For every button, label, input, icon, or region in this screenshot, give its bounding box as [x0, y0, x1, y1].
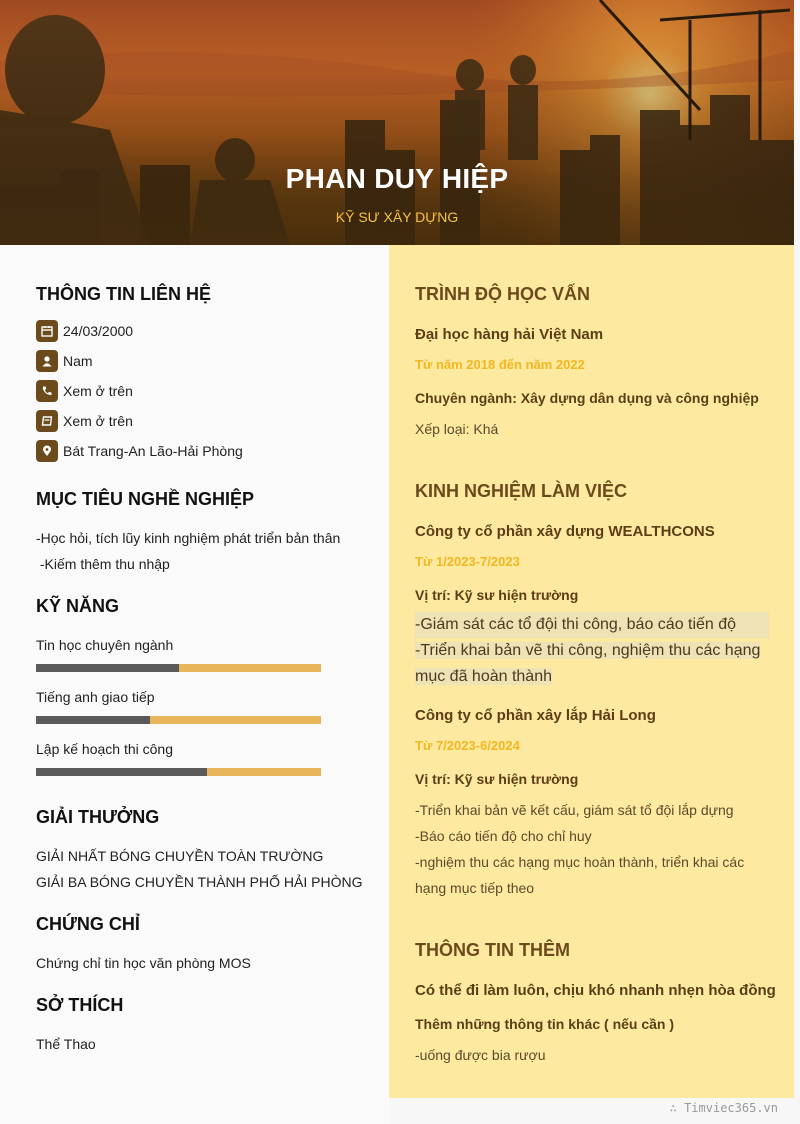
location-icon — [36, 440, 58, 462]
job-1-duty-2: -Triển khai bản vẽ thi công, nghiệm thu các hạng — [415, 642, 761, 659]
contact-birthday — [36, 320, 133, 342]
education-major: Chuyên ngành: Xây dựng dân dụng và công nghiệp — [415, 390, 759, 406]
job-2-duty-4: hạng mục tiếp theo — [415, 880, 535, 896]
hobbies-heading: SỞ THÍCH — [36, 995, 124, 1015]
left-column — [0, 245, 389, 1124]
skills-heading: KỸ NĂNG — [36, 596, 120, 616]
birthday-text: 24/03/2000 — [63, 323, 134, 339]
job-2-duty-1: -Triển khai bản vẽ kết cấu, giám sát tổ đội lắp dựng — [415, 802, 734, 818]
job-2-duty-2: -Báo cáo tiến độ cho chỉ huy — [415, 828, 592, 844]
job-1-period: Từ 1/2023-7/2023 — [415, 554, 520, 569]
job-2-duty-3: -nghiệm thu các hạng mục hoàn thành, triển khai các — [415, 854, 745, 870]
skill-bar-1 — [36, 664, 321, 672]
education-grade: Xếp loại: Khá — [415, 421, 499, 437]
job-1-company: Công ty cổ phần xây dựng WEALTHCONS — [415, 523, 715, 540]
header-banner — [0, 0, 794, 245]
contact-address — [36, 440, 243, 462]
job-2-period: Từ 7/2023-6/2024 — [415, 738, 520, 753]
job-title: KỸ SƯ XÂY DỰNG — [335, 209, 459, 225]
extra-line-3: -uống được bia rượu — [415, 1047, 546, 1063]
education-heading: TRÌNH ĐỘ HỌC VẤN — [415, 284, 590, 304]
extra-heading: THÔNG TIN THÊM — [415, 940, 570, 960]
award-line-1: GIẢI NHẤT BÓNG CHUYỀN TOÀN TRƯỜNG — [36, 848, 324, 864]
watermark: ∴ Timviec365.vn — [669, 1101, 778, 1115]
certificate-line-1: Chứng chỉ tin học văn phòng MOS — [36, 955, 251, 971]
contact-gender — [36, 350, 93, 372]
award-line-2: GIẢI BA BÓNG CHUYỀN THÀNH PHỐ HẢI PHÒNG — [36, 874, 363, 890]
job-1-duty-3: mục đã hoàn thành — [415, 668, 552, 685]
skill-label-2: Tiếng anh giao tiếp — [36, 689, 155, 705]
objective-line-1: -Học hỏi, tích lũy kinh nghiệm phát triển bản thân — [36, 530, 341, 546]
skill-bar-2 — [36, 716, 321, 724]
skill-bar-fill-2 — [36, 716, 150, 724]
skill-label-3: Lập kế hoạch thi công — [36, 741, 173, 757]
skill-bar-3 — [36, 768, 321, 776]
job-1-position: Vị trí: Kỹ sư hiện trường — [415, 587, 579, 603]
email-text: Xem ở trên — [63, 413, 133, 429]
contact-phone — [36, 380, 133, 402]
education-period: Từ năm 2018 đến năm 2022 — [415, 357, 585, 372]
job-2-position: Vị trí: Kỹ sư hiện trường — [415, 771, 579, 787]
phone-text: Xem ở trên — [63, 383, 133, 399]
skill-bar-fill-1 — [36, 664, 179, 672]
objective-line-2: -Kiếm thêm thu nhập — [36, 556, 170, 572]
extra-line-2: Thêm những thông tin khác ( nếu cần ) — [415, 1016, 675, 1032]
email-icon — [36, 410, 58, 432]
job-1-duties — [415, 612, 769, 690]
experience-heading: KINH NGHIỆM LÀM VIỆC — [415, 481, 628, 501]
job-2-company: Công ty cổ phần xây lắp Hải Long — [415, 707, 656, 724]
gender-text: Nam — [63, 353, 93, 369]
certificates-heading: CHỨNG CHỈ — [36, 914, 140, 934]
job-1-duty-1: -Giám sát các tổ đội thi công, báo cáo tiến độ — [415, 612, 769, 638]
address-text: Bát Trang-An Lão-Hải Phòng — [63, 443, 243, 459]
skill-bar-fill-3 — [36, 768, 207, 776]
education-school: Đại học hàng hải Việt Nam — [415, 326, 604, 343]
contact-heading: THÔNG TIN LIÊN HỆ — [36, 284, 211, 304]
extra-line-1: Có thể đi làm luôn, chịu khó nhanh nhẹn hòa đồng — [415, 982, 776, 999]
user-icon — [36, 350, 58, 372]
objective-heading: MỤC TIÊU NGHỀ NGHIỆP — [36, 489, 255, 509]
hobby-line-1: Thể Thao — [36, 1036, 96, 1052]
awards-heading: GIẢI THƯỞNG — [36, 807, 160, 827]
skill-label-1: Tin học chuyên ngành — [36, 637, 174, 653]
phone-icon — [36, 380, 58, 402]
calendar-icon — [36, 320, 58, 342]
candidate-name: PHAN DUY HIỆP — [285, 163, 509, 194]
contact-email — [36, 410, 133, 432]
